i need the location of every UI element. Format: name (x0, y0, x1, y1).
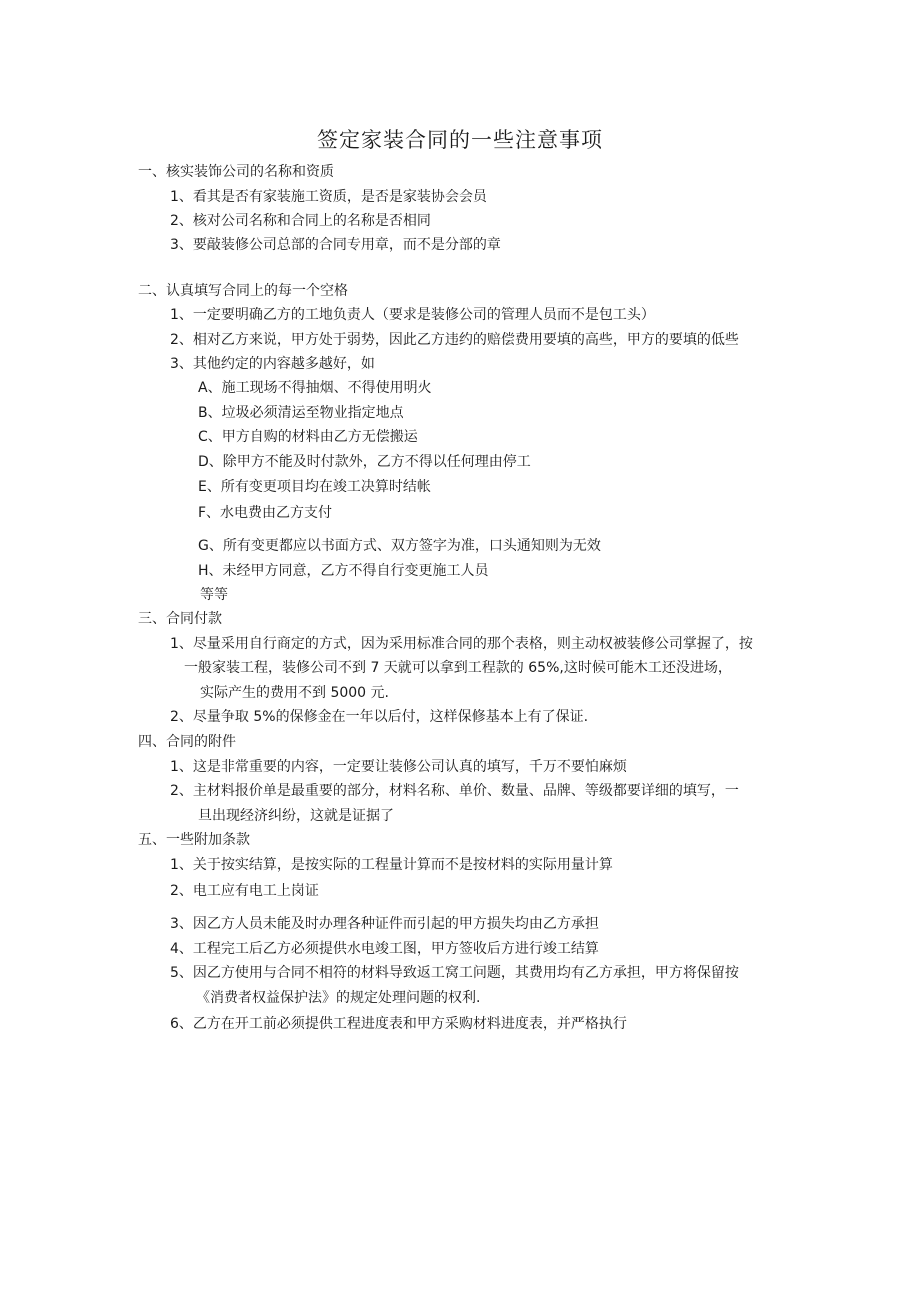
section-5-item-1: 1、关于按实结算，是按实际的工程量计算而不是按材料的实际用量计算 (170, 857, 613, 873)
section-4-heading: 四、合同的附件 (138, 734, 236, 750)
section-4-item-2-line-2: 旦出现经济纠纷，这就是证据了 (198, 808, 394, 824)
section-5-item-2: 2、电工应有电工上岗证 (170, 883, 319, 899)
section-5-item-5-line-1: 5、因乙方使用与合同不相符的材料导致返工窝工问题，其费用均有乙方承担，甲方将保留按 (170, 965, 739, 981)
section-3-heading: 三、合同付款 (138, 611, 222, 627)
section-2-sub-b: B、垃圾必须清运至物业指定地点 (198, 405, 404, 421)
section-3-item-2: 2、尽量争取 5%的保修金在一年以后付，这样保修基本上有了保证. (170, 709, 589, 725)
section-1-item-2: 2、核对公司名称和合同上的名称是否相同 (170, 213, 431, 229)
section-2-sub-h: H、未经甲方同意，乙方不得自行变更施工人员 (198, 563, 489, 579)
section-2-sub-g: G、所有变更都应以书面方式、双方签字为准，口头通知则为无效 (198, 538, 601, 554)
section-3-item-1-line-2: 一般家装工程，装修公司不到 7 天就可以拿到工程款的 65%,这时候可能木工还没进场， (184, 660, 732, 676)
section-1-item-1: 1、看其是否有家装施工资质，是否是家装协会会员 (170, 189, 487, 205)
section-2-item-3: 3、其他约定的内容越多越好，如 (170, 356, 375, 372)
section-3-item-1-line-1: 1、尽量采用自行商定的方式，因为采用标准合同的那个表格，则主动权被装修公司掌握了，按 (170, 636, 753, 652)
section-2-sub-a: A、施工现场不得抽烟、不得使用明火 (198, 380, 432, 396)
section-4-item-1: 1、这是非常重要的内容，一定要让装修公司认真的填写，千万不要怕麻烦 (170, 759, 627, 775)
section-2-etc: 等等 (200, 587, 228, 603)
section-5-item-5-line-2: 《消费者权益保护法》的规定处理问题的权利. (196, 990, 481, 1006)
section-2-item-2: 2、相对乙方来说，甲方处于弱势，因此乙方违约的赔偿费用要填的高些，甲方的要填的低些 (170, 332, 739, 348)
section-2-sub-c: C、甲方自购的材料由乙方无偿搬运 (198, 429, 418, 445)
section-5-heading: 五、一些附加条款 (138, 832, 250, 848)
section-1-heading: 一、核实装饰公司的名称和资质 (138, 164, 334, 180)
section-2-sub-f: F、水电费由乙方支付 (198, 505, 333, 521)
section-5-item-6: 6、乙方在开工前必须提供工程进度表和甲方采购材料进度表，并严格执行 (170, 1016, 627, 1032)
section-5-item-4: 4、工程完工后乙方必须提供水电竣工图，甲方签收后方进行竣工结算 (170, 941, 599, 957)
section-3-item-1-line-3: 实际产生的费用不到 5000 元. (200, 685, 389, 701)
section-4-item-2-line-1: 2、主材料报价单是最重要的部分，材料名称、单价、数量、品牌、等级都要详细的填写，一 (170, 783, 739, 799)
section-2-item-1: 1、一定要明确乙方的工地负责人（要求是装修公司的管理人员而不是包工头） (170, 307, 655, 323)
section-2-sub-d: D、除甲方不能及时付款外，乙方不得以任何理由停工 (198, 454, 531, 470)
section-1-item-3: 3、要敲装修公司总部的合同专用章，而不是分部的章 (170, 237, 501, 253)
section-2-heading: 二、认真填写合同上的每一个空格 (138, 283, 348, 299)
section-2-sub-e: E、所有变更项目均在竣工决算时结帐 (198, 479, 431, 495)
section-5-item-3: 3、因乙方人员未能及时办理各种证件而引起的甲方损失均由乙方承担 (170, 916, 599, 932)
document-title: 签定家装合同的一些注意事项 (317, 128, 603, 152)
